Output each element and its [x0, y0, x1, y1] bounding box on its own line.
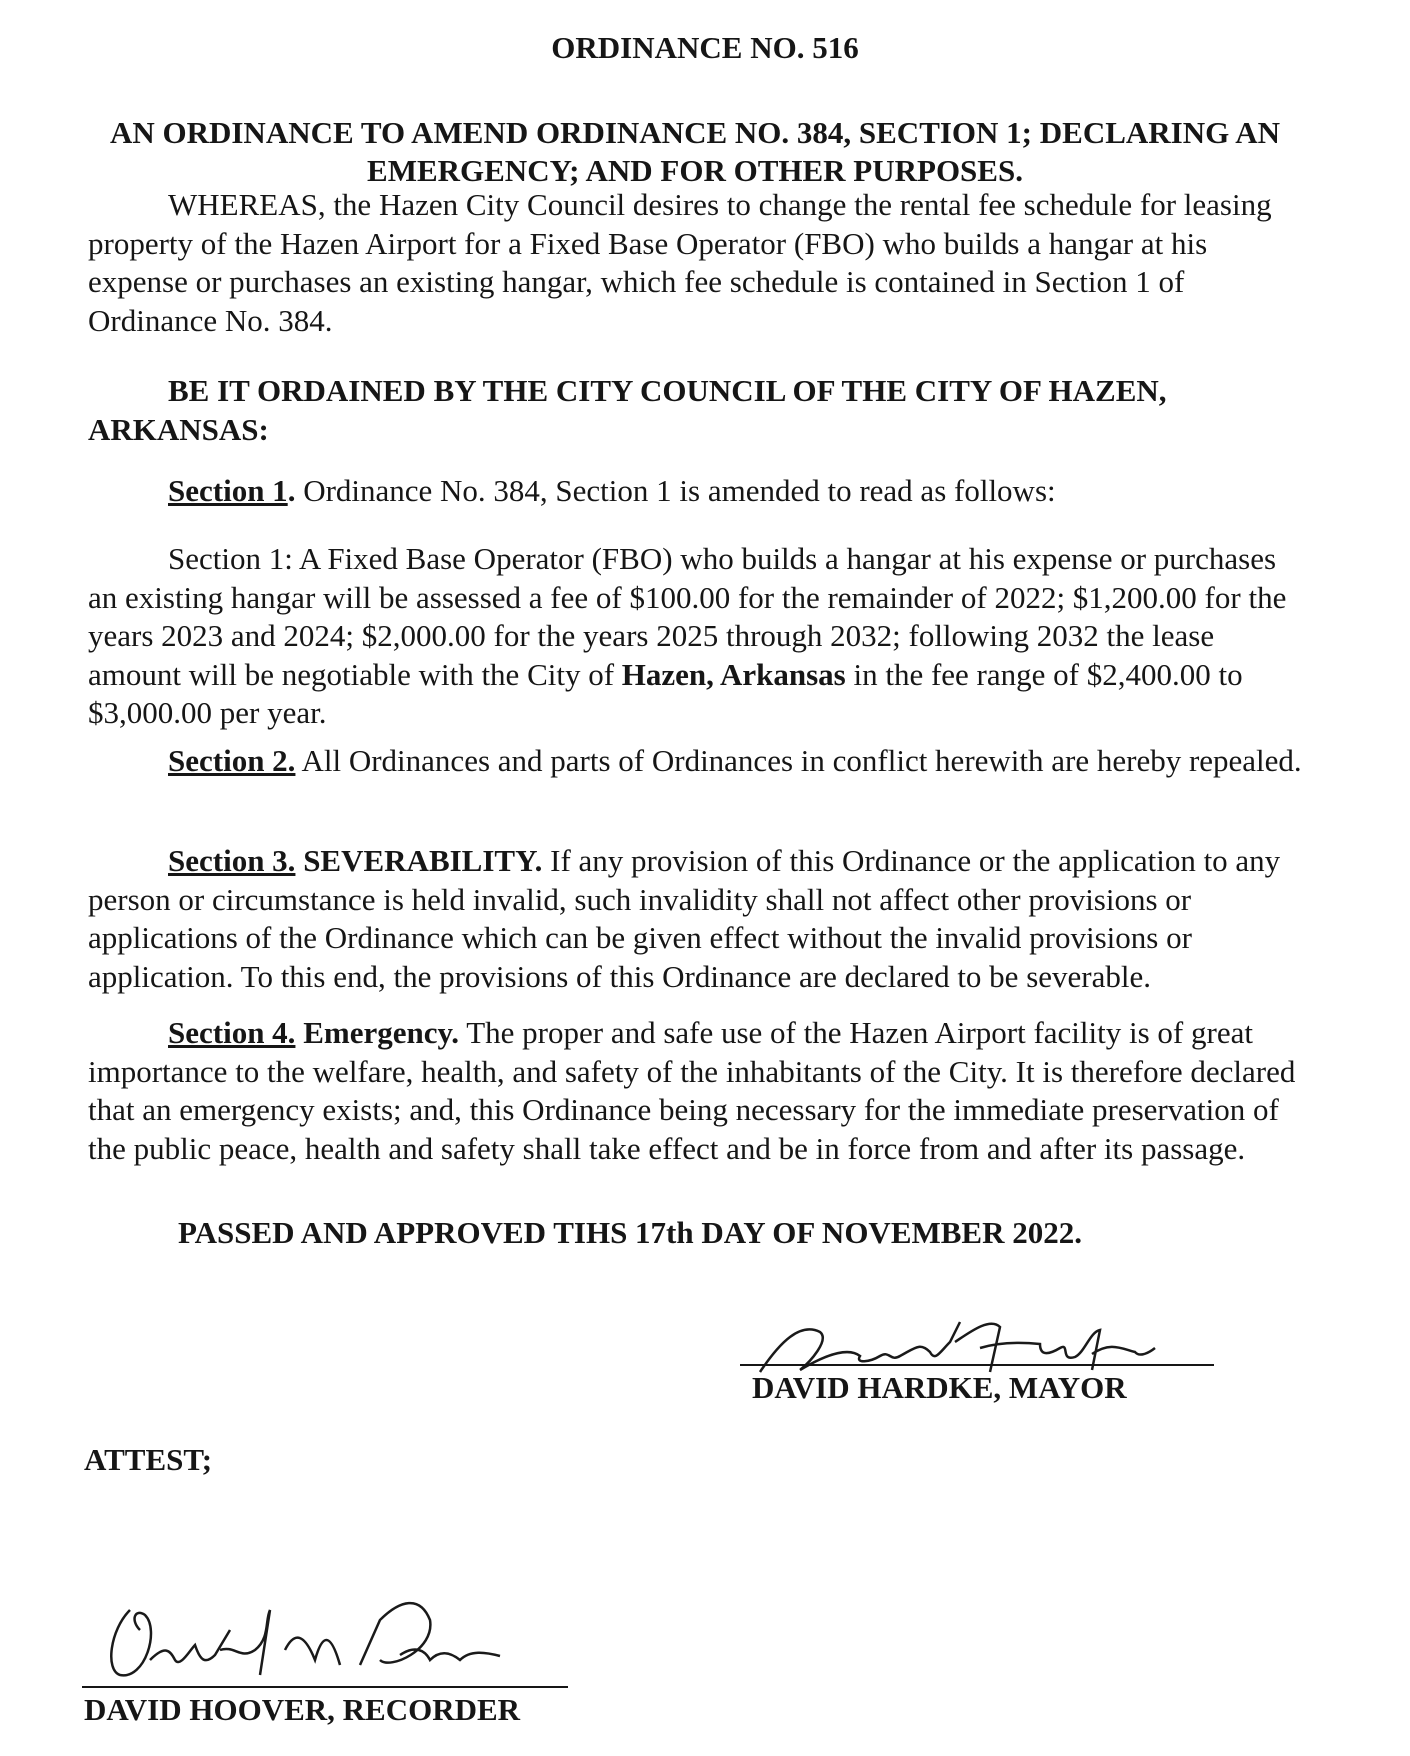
section-1-amended-text: Section 1: A Fixed Base Operator (FBO) who builds a hangar at his expense or purchases an existing hangar will be assessed a fee of $100.00 for the remainder of 2022; $1,200.00 for the years 2023 and 2024; $2,000.00 for the years 2025 through 2032; following 2032 the lease amount will be negotiable with the City of Hazen, Arkansas in the fee range of $2,400.00 to $3,000.00 per year. — [88, 541, 1287, 730]
mayor-name: DAVID HARDKE, MAYOR — [752, 1370, 1127, 1405]
recorder-signature-line — [82, 1686, 568, 1688]
section-4-label: Section 4. — [168, 1015, 296, 1050]
section-2-text: All Ordinances and parts of Ordinances in conflict herewith are hereby repealed. — [301, 743, 1302, 778]
mayor-signature-line — [740, 1364, 1214, 1366]
section-2-label: Section 2. — [168, 743, 296, 778]
section-3-label: Section 3. — [168, 843, 296, 878]
section-3-text: If any provision of this Ordinance or the application to any person or circumstance is held invalid, such invalidity shall not affect other provisions or applications of the Ordinance which can be given effect without the invalid provisions or application. To this end, the provisions of this Ordinance are declared to be severable. — [88, 843, 1281, 994]
section-1-label: Section 1 — [168, 473, 288, 508]
section-3-heading: SEVERABILITY. — [303, 843, 543, 878]
attest-label: ATTEST; — [84, 1442, 213, 1477]
section-2 — [88, 742, 1308, 781]
recorder-name: DAVID HOOVER, RECORDER — [84, 1692, 521, 1727]
section-4 — [88, 1014, 1308, 1168]
passed-and-approved: PASSED AND APPROVED TIHS 17th DAY OF NOVEMBER 2022. — [178, 1215, 1082, 1250]
section-4-heading: Emergency. — [303, 1015, 460, 1050]
recorder-signature — [90, 1590, 510, 1690]
ordinance-subtitle: AN ORDINANCE TO AMEND ORDINANCE NO. 384, SECTION 1; DECLARING AN EMERGENCY; AND FOR OTHER PURPOSES. — [109, 115, 1281, 188]
section-4-text: The proper and safe use of the Hazen Airport facility is of great importance to the welfare, health, and safety of the inhabitants of the City. It is therefore declared that an emergency exists; and, this Ordinance being necessary for the immediate preservation of the public peace, health and safety shall take effect and be in force from and after its passage. — [88, 1015, 1296, 1166]
section-3 — [88, 842, 1308, 996]
ordinance-title: ORDINANCE NO. 516 — [551, 30, 859, 65]
be-it-ordained: BE IT ORDAINED BY THE CITY COUNCIL OF THE CITY OF HAZEN, ARKANSAS: — [88, 373, 1167, 447]
section-1: Section 1. Ordinance No. 384, Section 1 is amended to read as follows: — [168, 473, 1056, 508]
section-1-text: Ordinance No. 384, Section 1 is amended to read as follows: — [303, 473, 1056, 508]
whereas-paragraph: WHEREAS, the Hazen City Council desires to change the rental fee schedule for leasing property of the Hazen Airport for a Fixed Base Operator (FBO) who builds a hangar at his expense or purchases an existing hangar, which fee schedule is contained in Section 1 of Ordinance No. 384. — [88, 187, 1272, 338]
